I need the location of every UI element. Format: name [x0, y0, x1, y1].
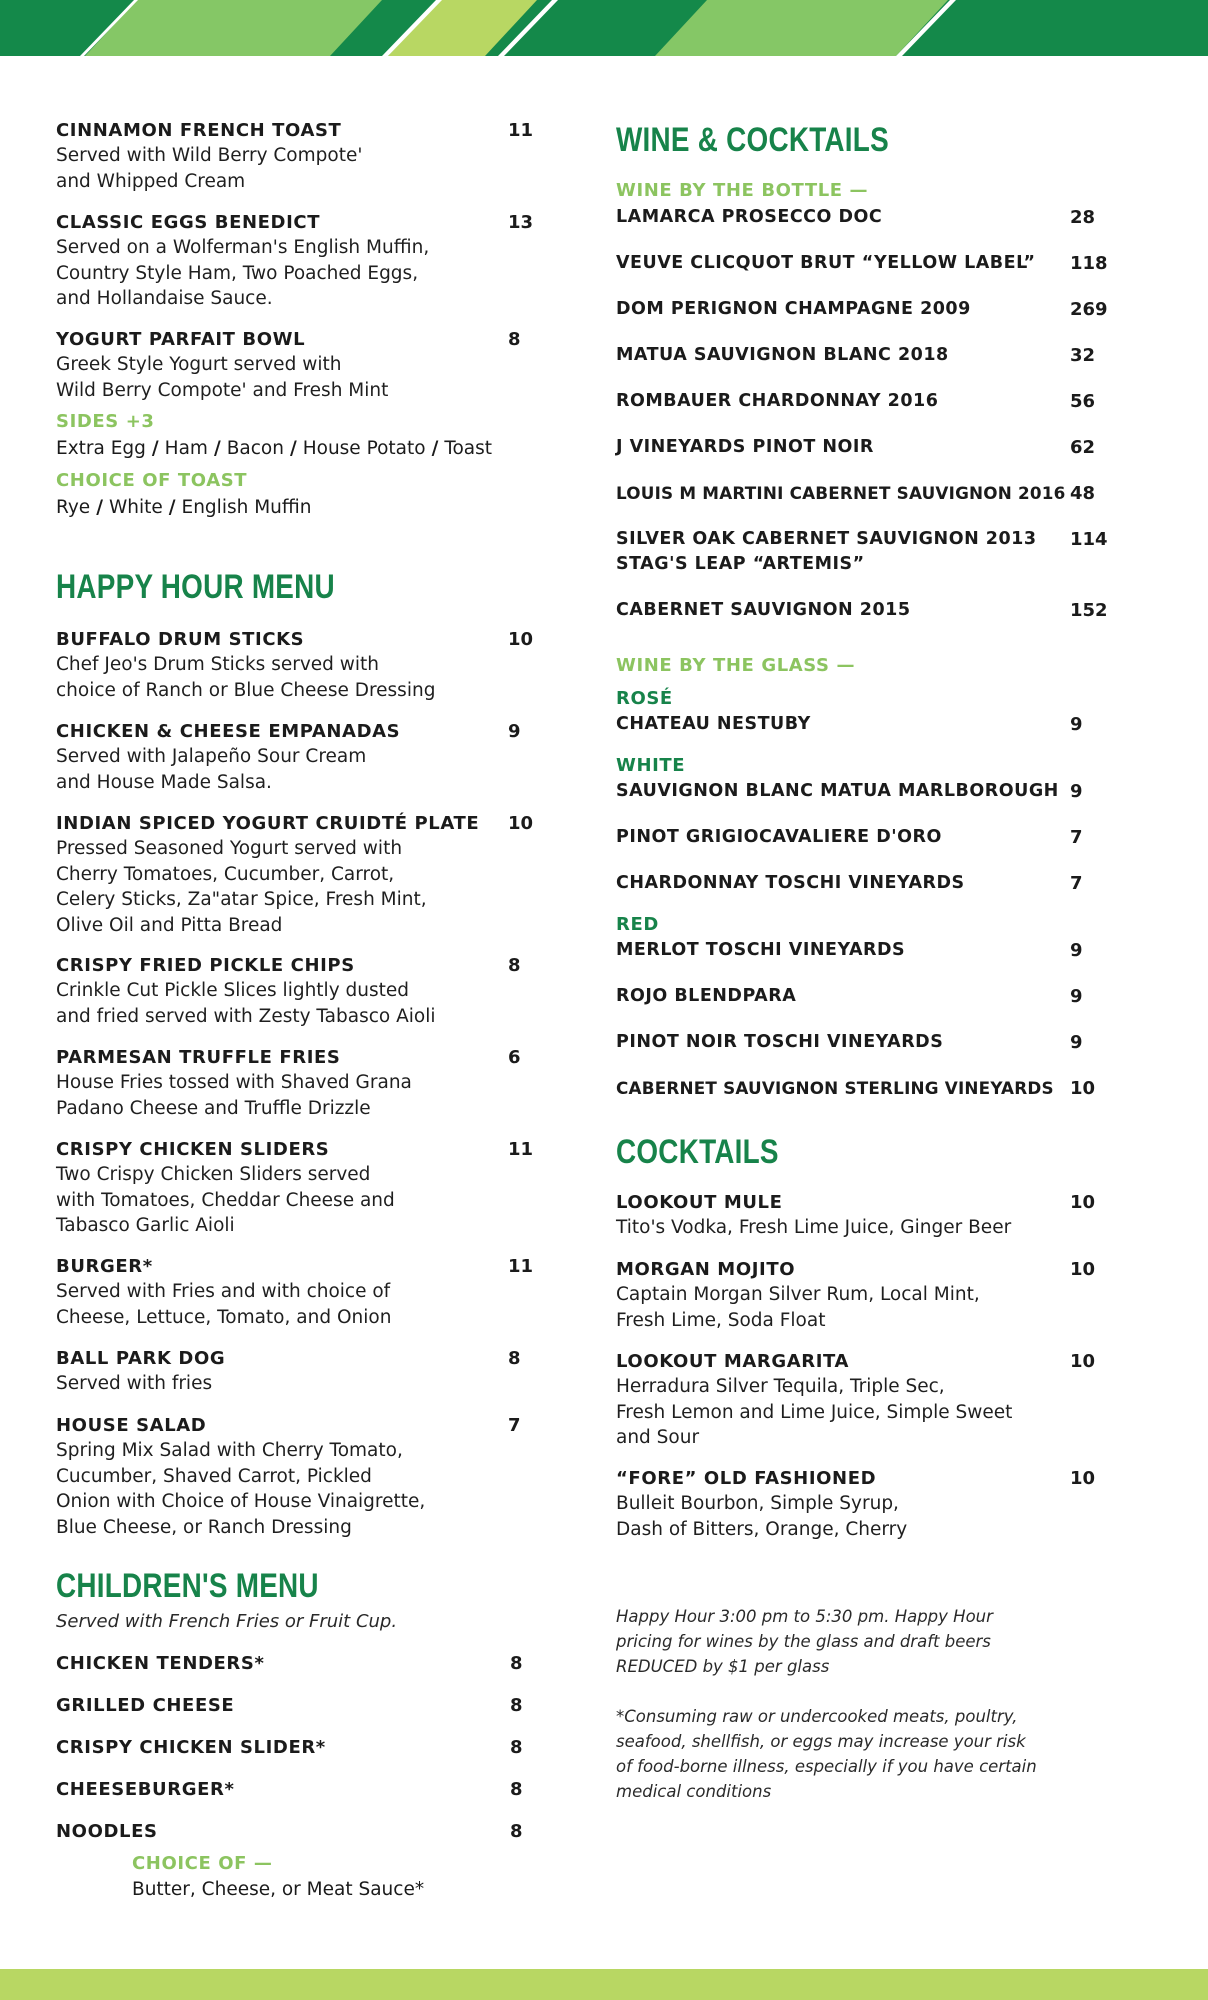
item-name: MORGAN MOJITO: [616, 1259, 796, 1280]
top-decorative-band: [0, 0, 1208, 56]
toast-title: CHOICE OF TOAST: [56, 470, 248, 491]
wine-glass-item: [616, 984, 1116, 1009]
item-name: NOODLES: [56, 1821, 158, 1842]
item-name: BUFFALO DRUM STICKS: [56, 629, 305, 650]
wine-bottle-item: [616, 297, 1116, 322]
white-title: WHITE: [616, 755, 686, 776]
item-description: Captain Morgan Silver Rum, Local Mint, Fresh Lime, Soda Float: [616, 1284, 980, 1331]
menu-item: [56, 719, 536, 795]
item-price: 9: [1070, 940, 1083, 961]
childrens-subtitle: Served with French Fries or Fruit Cup.: [56, 1611, 398, 1632]
item-price: 114: [1070, 529, 1108, 550]
item-price: 11: [508, 120, 534, 141]
menu-item: [56, 1346, 536, 1397]
item-description: Tito's Vodka, Fresh Lime Juice, Ginger Beer: [616, 1217, 1012, 1238]
item-price: 152: [1070, 600, 1108, 621]
wine-glass-item: [616, 1030, 1116, 1055]
item-price: 13: [508, 212, 534, 233]
item-name: PINOT GRIGIOCAVALIERE D'ORO: [616, 827, 942, 847]
item-name: DOM PERIGNON CHAMPAGNE 2009: [616, 299, 971, 319]
item-description: Served with fries: [56, 1373, 213, 1394]
wine-glass-item: [616, 871, 1116, 896]
item-price: 8: [510, 1653, 523, 1674]
item-name: CABERNET SAUVIGNON STERLING VINEYARDS: [616, 1078, 1054, 1098]
item-name: J VINEYARDS PINOT NOIR: [616, 437, 874, 457]
item-description: House Fries tossed with Shaved Grana Padano Cheese and Truffle Drizzle: [56, 1072, 412, 1119]
item-price: 6: [508, 1047, 521, 1068]
item-price: 9: [1070, 1032, 1083, 1053]
item-name: LOOKOUT MULE: [616, 1192, 783, 1213]
item-price: 10: [508, 629, 534, 650]
menu-item: [616, 1190, 1116, 1241]
item-name: YOGURT PARFAIT BOWL: [56, 329, 306, 350]
menu-item: [56, 1413, 536, 1540]
item-name: CHARDONNAY TOSCHI VINEYARDS: [616, 873, 965, 893]
rose-title: ROSÉ: [616, 688, 673, 709]
cocktails-heading: COCKTAILS: [616, 1133, 779, 1171]
item-name: BURGER*: [56, 1256, 153, 1277]
menu-item: [56, 1651, 536, 1676]
item-description: Chef Jeo's Drum Sticks served with choice of Ranch or Blue Cheese Dressing: [56, 654, 436, 701]
item-name: CRISPY FRIED PICKLE CHIPS: [56, 955, 355, 976]
bottom-decorative-band: [0, 1969, 1208, 2000]
item-price: 9: [1070, 781, 1083, 802]
happy-hour-heading: HAPPY HOUR MENU: [56, 568, 335, 606]
item-price: 8: [510, 1695, 523, 1716]
item-price: 48: [1070, 483, 1096, 504]
item-price: 10: [508, 813, 534, 834]
item-name: BALL PARK DOG: [56, 1348, 226, 1369]
item-name: VEUVE CLICQUOT BRUT “YELLOW LABEL”: [616, 253, 1036, 273]
item-price: 9: [1070, 986, 1083, 1007]
wine-bottle-item: [616, 527, 1116, 577]
item-description: Served on a Wolferman's English Muffin, Country Style Ham, Two Poached Eggs, and Hollandaise Sauce.: [56, 237, 430, 309]
item-price: 56: [1070, 391, 1096, 412]
item-name: LAMARCA PROSECCO DOC: [616, 207, 883, 227]
wine-glass-item: [616, 825, 1116, 850]
item-name: GRILLED CHEESE: [56, 1695, 235, 1716]
item-description: Served with Fries and with choice of Cheese, Lettuce, Tomato, and Onion: [56, 1281, 392, 1328]
item-name: SAUVIGNON BLANC MATUA MARLBOROUGH: [616, 781, 1059, 801]
wine-by-glass-title: WINE BY THE GLASS —: [616, 655, 856, 676]
item-name: PARMESAN TRUFFLE FRIES: [56, 1047, 341, 1068]
item-price: 8: [508, 329, 521, 350]
wine-glass-item: [616, 1076, 1116, 1101]
wine-bottle-item: [616, 481, 1116, 506]
item-description: Served with Wild Berry Compote' and Whipped Cream: [56, 145, 363, 192]
item-name: PINOT NOIR TOSCHI VINEYARDS: [616, 1032, 944, 1052]
wine-by-bottle-title: WINE BY THE BOTTLE —: [616, 180, 869, 201]
item-description: Two Crispy Chicken Sliders served with Tomatoes, Cheddar Cheese and Tabasco Garlic Aioli: [56, 1164, 395, 1236]
item-name: CHICKEN TENDERS*: [56, 1653, 265, 1674]
item-description: Spring Mix Salad with Cherry Tomato, Cucumber, Shaved Carrot, Pickled Onion with Choice of House Vinaigrette, Blue Cheese, or Ranch Dressing: [56, 1440, 426, 1538]
item-name-second-line: STAG'S LEAP “ARTEMIS”: [616, 554, 865, 574]
menu-item: [56, 811, 536, 938]
item-price: 32: [1070, 345, 1096, 366]
wine-bottle-item: [616, 598, 1116, 623]
menu-item: [56, 627, 536, 703]
item-price: 28: [1070, 207, 1096, 228]
food-safety-warning: *Consuming raw or undercooked meats, poultry, seafood, shellfish, or eggs may increase your risk of food-borne illness, especially if you have certain medical conditions: [616, 1707, 1037, 1801]
red-title: RED: [616, 914, 659, 935]
menu-item: [56, 1819, 536, 1844]
item-price: 269: [1070, 299, 1108, 320]
wine-bottle-item: [616, 205, 1116, 230]
item-name: MATUA SAUVIGNON BLANC 2018: [616, 345, 949, 365]
sides-options: Extra Egg / Ham / Bacon / House Potato / Toast: [56, 438, 493, 459]
wine-bottle-item: [616, 435, 1116, 460]
item-name: CHATEAU NESTUBY: [616, 714, 811, 734]
item-price: 11: [508, 1256, 534, 1277]
menu-item: [56, 118, 536, 194]
item-name: HOUSE SALAD: [56, 1415, 207, 1436]
menu-item: [616, 1349, 1116, 1451]
item-description: Greek Style Yogurt served with Wild Berry Compote' and Fresh Mint: [56, 354, 389, 401]
menu-item: [56, 1137, 536, 1239]
item-name: ROMBAUER CHARDONNAY 2016: [616, 391, 939, 411]
item-price: 8: [508, 1348, 521, 1369]
item-price: 7: [1070, 873, 1083, 894]
item-name: CLASSIC EGGS BENEDICT: [56, 212, 321, 233]
wine-bottle-item: [616, 251, 1116, 276]
item-price: 118: [1070, 253, 1108, 274]
item-name: “FORE” OLD FASHIONED: [616, 1468, 877, 1489]
menu-item: [616, 1466, 1116, 1542]
wine-cocktails-heading: WINE & COCKTAILS: [616, 121, 889, 159]
item-price: 9: [1070, 714, 1083, 735]
item-price: 10: [1070, 1259, 1096, 1280]
item-name: CABERNET SAUVIGNON 2015: [616, 600, 911, 620]
item-name: INDIAN SPICED YOGURT CRUIDTÉ PLATE: [56, 813, 480, 834]
item-name: CINNAMON FRENCH TOAST: [56, 120, 342, 141]
item-description: Bulleit Bourbon, Simple Syrup, Dash of Bitters, Orange, Cherry: [616, 1493, 908, 1540]
menu-item: [56, 1045, 536, 1121]
menu-item: [616, 1257, 1116, 1333]
item-price: 10: [1070, 1351, 1096, 1372]
item-price: 10: [1070, 1192, 1096, 1213]
menu-item: [56, 1693, 536, 1718]
sides-title: SIDES +3: [56, 411, 155, 432]
item-name: LOOKOUT MARGARITA: [616, 1351, 850, 1372]
item-name: MERLOT TOSCHI VINEYARDS: [616, 940, 906, 960]
menu-item: [56, 1735, 536, 1760]
item-price: 8: [510, 1779, 523, 1800]
wine-glass-item: [616, 712, 1116, 737]
item-description: Pressed Seasoned Yogurt served with Cherry Tomatoes, Cucumber, Carrot, Celery Sticks, Za"atar Spice, Fresh Mint, Olive Oil and Pitta Bread: [56, 838, 427, 936]
toast-options: Rye / White / English Muffin: [56, 497, 312, 518]
item-price: 10: [1070, 1468, 1096, 1489]
item-description: Crinkle Cut Pickle Slices lightly dusted and fried served with Zesty Tabasco Aioli: [56, 980, 436, 1027]
item-price: 8: [510, 1821, 523, 1842]
childrens-menu-heading: CHILDREN'S MENU: [56, 1567, 319, 1605]
item-price: 62: [1070, 437, 1096, 458]
wine-bottle-item: [616, 343, 1116, 368]
menu-item: [56, 327, 536, 403]
item-description: Served with Jalapeño Sour Cream and House Made Salsa.: [56, 746, 367, 793]
item-price: 7: [1070, 827, 1083, 848]
wine-glass-item: [616, 779, 1116, 804]
noodle-choice-text: Butter, Cheese, or Meat Sauce*: [132, 1879, 425, 1900]
item-price: 8: [508, 955, 521, 976]
menu-item: [56, 1254, 536, 1330]
noodle-choice-title: CHOICE OF —: [132, 1853, 273, 1874]
item-name: CHEESEBURGER*: [56, 1779, 235, 1800]
menu-item: [56, 1777, 536, 1802]
item-name: CHICKEN & CHEESE EMPANADAS: [56, 721, 401, 742]
item-price: 7: [508, 1415, 521, 1436]
item-name: SILVER OAK CABERNET SAUVIGNON 2013: [616, 529, 1037, 549]
menu-item: [56, 953, 536, 1029]
item-name: CRISPY CHICKEN SLIDERS: [56, 1139, 330, 1160]
item-name: ROJO BLENDPARA: [616, 986, 797, 1006]
item-name: LOUIS M MARTINI CABERNET SAUVIGNON 2016: [616, 483, 1066, 503]
item-price: 11: [508, 1139, 534, 1160]
item-name: CRISPY CHICKEN SLIDER*: [56, 1737, 326, 1758]
menu-item: [56, 210, 536, 312]
happy-hour-note: Happy Hour 3:00 pm to 5:30 pm. Happy Hour pricing for wines by the glass and draft beers REDUCED by $1 per glass: [616, 1607, 993, 1676]
item-description: Herradura Silver Tequila, Triple Sec, Fresh Lemon and Lime Juice, Simple Sweet and Sour: [616, 1376, 1013, 1448]
wine-bottle-item: [616, 389, 1116, 414]
item-price: 8: [510, 1737, 523, 1758]
wine-glass-item: [616, 938, 1116, 963]
item-price: 9: [508, 721, 521, 742]
item-price: 10: [1070, 1078, 1096, 1099]
